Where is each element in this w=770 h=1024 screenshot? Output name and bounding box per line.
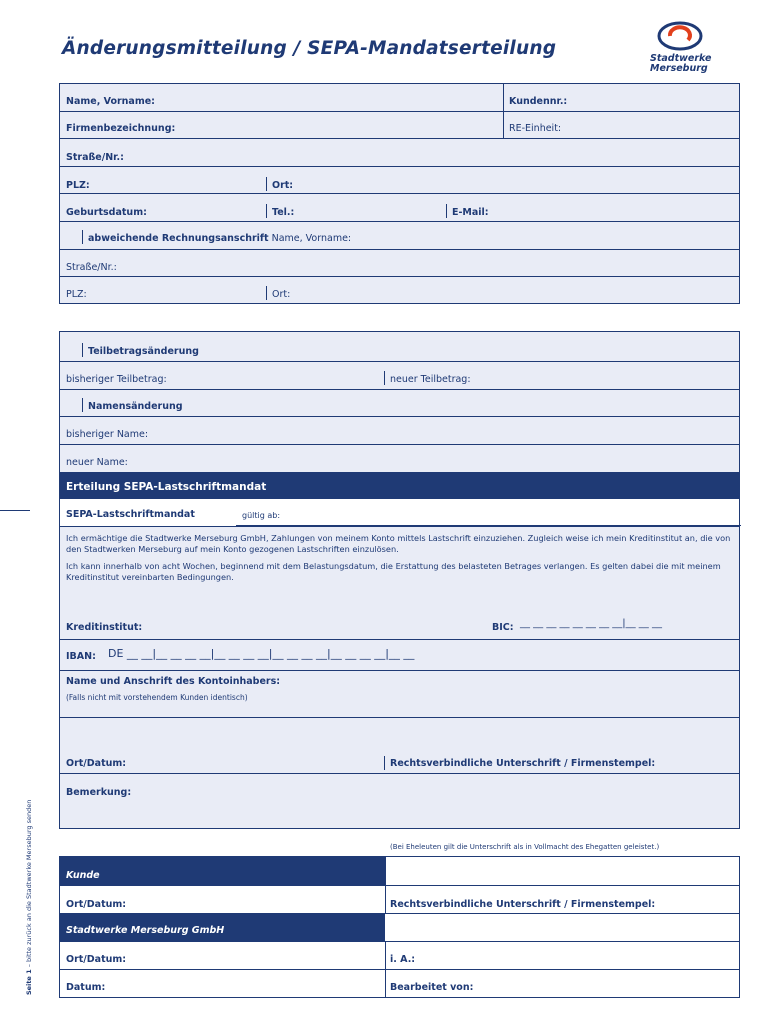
kreditinstitut-label[interactable]: Kreditinstitut: [66, 622, 143, 633]
iban-label[interactable]: IBAN: [66, 651, 96, 662]
row-mandate-text [60, 527, 739, 610]
row-kontoinhaber [60, 671, 739, 718]
kunde-header-bg [60, 857, 385, 885]
row-sepa-mandat [60, 499, 739, 527]
firma-label[interactable]: Firmenbezeichnung: [66, 123, 176, 134]
stadtwerke-header-bg [60, 914, 385, 941]
strasse-label[interactable]: Straße/Nr.: [66, 152, 124, 163]
stadtwerke-header: Stadtwerke Merseburg GmbH [66, 925, 225, 936]
bemerkung-label[interactable]: Bemerkung: [66, 787, 132, 798]
row-iban [60, 640, 739, 671]
email-label[interactable]: E-Mail: [452, 207, 489, 218]
kunde-ort-datum-label[interactable]: Ort/Datum: [66, 899, 127, 910]
neuer-teilbetrag-label[interactable]: neuer Teilbetrag: [390, 374, 471, 385]
row-bemerkung [60, 774, 739, 830]
datum-label[interactable]: Datum: [66, 982, 106, 993]
geburtsdatum-label[interactable]: Geburtsdatum: [66, 207, 147, 218]
sepa-mandat-label: SEPA-Lastschriftmandat [66, 509, 195, 520]
row-firma [60, 112, 739, 139]
row-strasse [60, 139, 739, 167]
ort-datum-label[interactable]: Ort/Datum: [66, 758, 127, 769]
bic-blanks[interactable]: __ __ __ __ __ __ __ __|__ __ __ [520, 618, 662, 629]
bic-label[interactable]: BIC: [492, 622, 514, 633]
checkbox-abweichend[interactable] [82, 230, 83, 244]
strasse2-label[interactable]: Straße/Nr.: [66, 262, 117, 273]
kontoinhaber-note: (Falls nicht mit vorstehendem Kunden identisch) [66, 693, 248, 702]
plz2-label[interactable]: PLZ: [66, 289, 87, 300]
neuer-name-label[interactable]: neuer Name: [66, 457, 128, 468]
ia-label[interactable]: i. A.: [390, 954, 416, 965]
row-name [60, 84, 739, 112]
row-abweichend [60, 222, 739, 250]
mandate-text-2: Ich kann innerhalb von acht Wochen, beginnend mit dem Belastungsdatum, die Erstattung des belasteten Betrages verlangen. Es gelten dabei die mit meinem Kreditinstitut vereinbarten Bedingungen. [66, 561, 721, 582]
ort-label[interactable]: Ort: [272, 180, 294, 191]
row-ort-datum [60, 718, 739, 774]
checkbox-teilbetrag[interactable] [82, 343, 83, 357]
name-label[interactable]: Name, Vorname: [66, 96, 155, 107]
checkbox-namensaenderung[interactable] [82, 398, 83, 412]
iban-blanks[interactable]: DE __ __|__ __ __ __|__ __ __ __|__ __ __ __|__ __ __ __|__ __ [108, 647, 415, 660]
kundennr-label[interactable]: Kundennr.: [509, 96, 568, 107]
row-teilbetrag [60, 332, 739, 362]
plz-label[interactable]: PLZ: [66, 180, 90, 191]
signature-section [59, 856, 740, 998]
page-title: Änderungsmitteilung / SEPA-Mandatserteilung [62, 38, 557, 59]
kontoinhaber-label[interactable]: Name und Anschrift des Kontoinhabers: [66, 676, 281, 687]
row-bisheriger-teilbetrag [60, 362, 739, 390]
sw-ort-datum-label[interactable]: Ort/Datum: [66, 954, 127, 965]
namensaenderung-label[interactable]: Namensänderung [88, 401, 183, 412]
bearbeitet-label[interactable]: Bearbeitet von: [390, 982, 474, 993]
row-neuer-name [60, 445, 739, 472]
row-namensaenderung [60, 390, 739, 417]
row-geburtsdatum [60, 194, 739, 222]
kunde-unterschrift-label[interactable]: Rechtsverbindliche Unterschrift / Firmenstempel: [390, 899, 656, 910]
sepa-header: Erteilung SEPA-Lastschriftmandat [66, 481, 267, 493]
logo-text: Stadtwerke Merseburg [650, 53, 712, 74]
change-sepa-section [59, 331, 740, 829]
tel-label[interactable]: Tel.: [272, 207, 295, 218]
ort2-label[interactable]: Ort: [272, 289, 291, 300]
row-plz [60, 167, 739, 194]
stadtwerke-logo-icon [656, 20, 704, 52]
unterschrift-label[interactable]: Rechtsverbindliche Unterschrift / Firmenstempel: [390, 758, 656, 769]
fold-mark [0, 510, 30, 511]
mandate-text-1: Ich ermächtige die Stadtwerke Merseburg GmbH, Zahlungen von meinem Konto mittels Lastschrift einzuziehen. Zugleich weise ich mein Kreditinstitut an, die von den Stadtwerken Merseburg auf mein Konto gezogenen Lastschriften einzulösen. [66, 533, 731, 554]
row-sepa-header [60, 472, 739, 499]
row-plz2 [60, 277, 739, 305]
bisheriger-teilbetrag-label[interactable]: bisheriger Teilbetrag: [66, 374, 167, 385]
side-note: Seite 1 – bitte zurück an die Stadtwerke Merseburg senden [25, 799, 33, 995]
abweichend-label[interactable]: abweichende Rechnungsanschrift Name, Vorname: [88, 233, 352, 244]
row-strasse2 [60, 250, 739, 277]
spouse-note: (Bei Eheleuten gilt die Unterschrift als in Vollmacht des Ehegatten geleistet.) [390, 843, 660, 851]
teilbetrag-label[interactable]: Teilbetragsänderung [88, 346, 199, 357]
re-einheit-label[interactable]: RE-Einheit: [509, 123, 562, 134]
gueltig-ab-label[interactable]: gültig ab: [242, 511, 281, 520]
row-kreditinstitut [60, 610, 739, 640]
row-bisheriger-name [60, 417, 739, 445]
customer-data-section [59, 83, 740, 304]
kunde-header: Kunde [66, 870, 100, 881]
bisheriger-name-label[interactable]: bisheriger Name: [66, 429, 149, 440]
